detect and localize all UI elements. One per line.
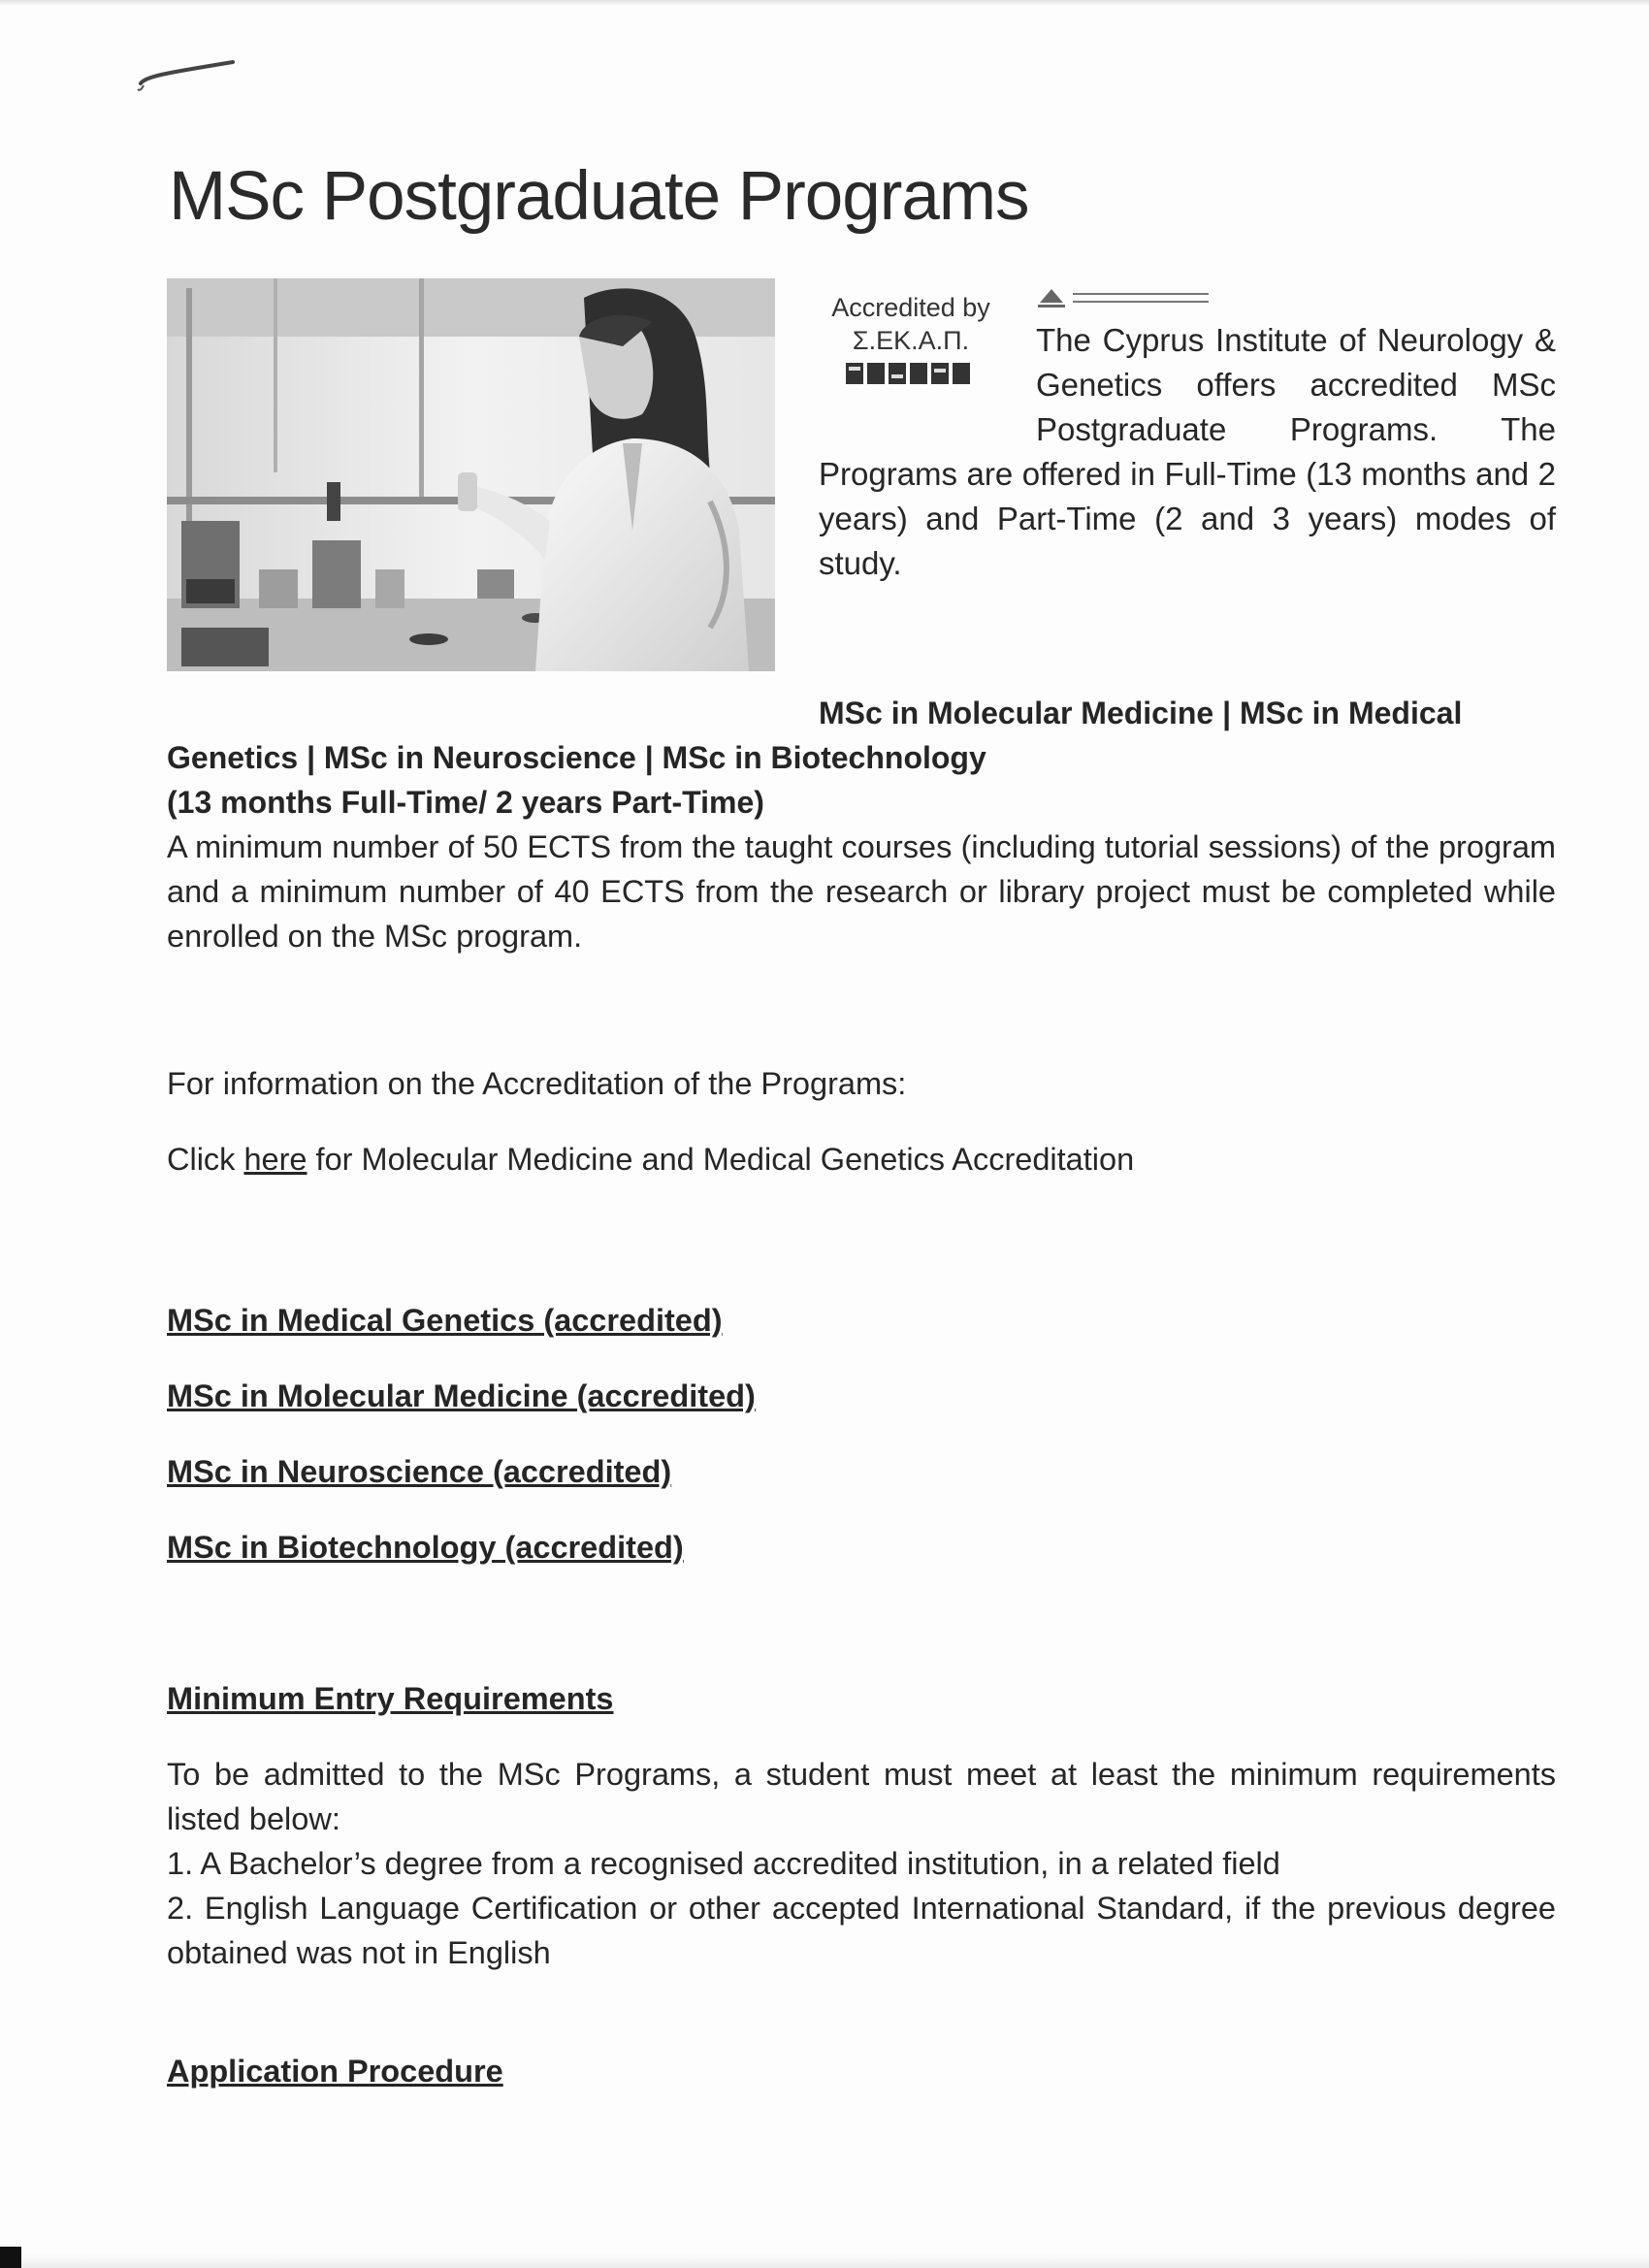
- requirement-item-1: 1. A Bachelor’s degree from a recognised accredited institution, in a related field: [167, 1846, 1280, 1881]
- entry-requirements-intro: To be admitted to the MSc Programs, a student must meet at least the minimum requirements listed below:: [167, 1757, 1556, 1836]
- programs-heading: [167, 691, 1556, 825]
- click-here-line: [167, 1137, 1134, 1182]
- entry-requirements-heading: Minimum Entry Requirements: [167, 1681, 614, 1716]
- accredited-by-text: Accredited by: [831, 293, 990, 322]
- medical-genetics-link[interactable]: MSc in Medical Genetics (accredited): [167, 1303, 723, 1338]
- programs-duration-text: (13 months Full-Time/ 2 years Part-Time): [167, 785, 764, 820]
- page-title: MSc Postgraduate Programs: [169, 158, 1029, 235]
- molecular-medicine-link[interactable]: MSc in Molecular Medicine (accredited): [167, 1378, 756, 1413]
- programs-list-text: MSc in Molecular Medicine | MSc in Medical Genetics | MSc in Neuroscience | MSc in Biotechnology: [167, 696, 1463, 775]
- requirement-item-2: 2. English Language Certification or other accepted International Standard, if the previous degree obtained was not in English: [167, 1891, 1556, 1970]
- logo-spacer: [819, 318, 1036, 452]
- neuroscience-link[interactable]: MSc in Neuroscience (accredited): [167, 1454, 672, 1489]
- agency-logo-icon: [1038, 287, 1212, 312]
- biotechnology-link[interactable]: MSc in Biotechnology (accredited): [167, 1530, 684, 1565]
- click-prefix-text: Click: [167, 1142, 236, 1177]
- intro-paragraph: [819, 318, 1556, 586]
- accrediting-body-text: Σ.ΕΚ.Α.Π.: [852, 326, 970, 355]
- pen-mark-icon: [136, 54, 242, 93]
- here-link[interactable]: here: [243, 1142, 307, 1177]
- ects-requirements-text: A minimum number of 50 ECTS from the taught courses (including tutorial sessions) of the program and a minimum number of 40 ECTS from the research or library project must be completed while enrolled on the MSc program.: [167, 829, 1556, 954]
- accreditation-info-text: For information on the Accreditation of the Programs:: [167, 1066, 907, 1101]
- click-suffix-text: for Molecular Medicine and Medical Genetics Accreditation: [315, 1142, 1135, 1177]
- scan-edge-top: [0, 0, 1649, 6]
- intro-text: The Cyprus Institute of Neurology & Genetics offers accredited MSc Postgraduate Programs. The Programs are offered in Full-Time (13 months and 2 years) and Part-Time (2 and 3 years) modes of study.: [819, 322, 1556, 581]
- scan-edge-bottom: [0, 2254, 1649, 2268]
- lab-scientist-photo: [167, 278, 775, 671]
- scan-corner: [0, 2247, 21, 2268]
- application-procedure-heading: Application Procedure: [167, 2054, 503, 2089]
